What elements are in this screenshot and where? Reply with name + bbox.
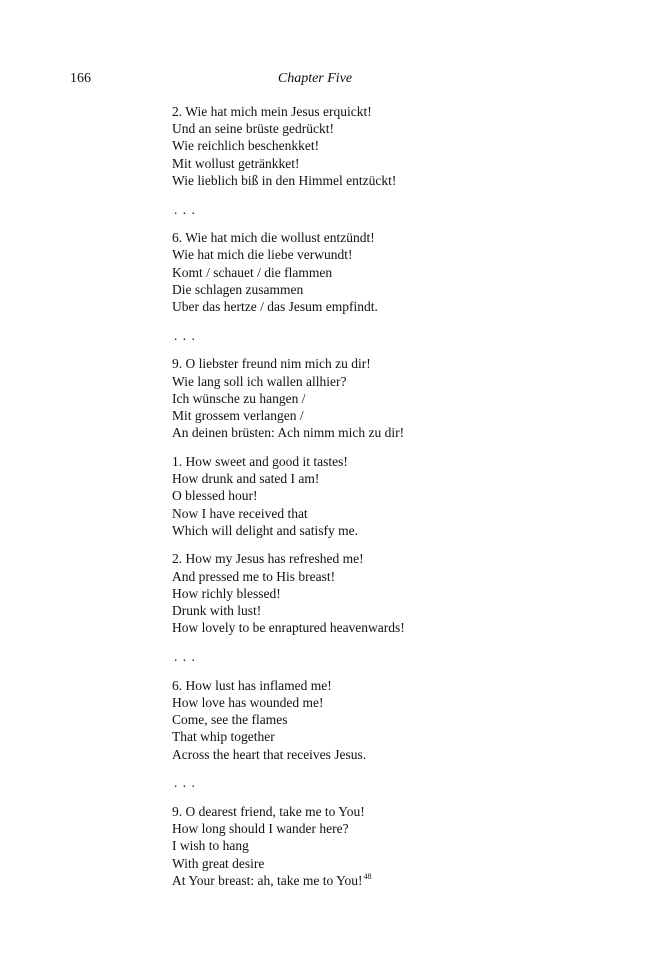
english-stanza-9 (172, 803, 612, 889)
english-stanza-2 (172, 550, 612, 636)
poem-line: Drunk with lust! (172, 603, 262, 619)
poem-line: 9. O liebster freund nim mich zu dir! (172, 356, 371, 372)
english-stanza-6 (172, 677, 612, 763)
poem-line: O blessed hour! (172, 488, 258, 504)
poem-line-text: At Your breast: ah, take me to You! (172, 872, 363, 888)
poem-line: 1. How sweet and good it tastes! (172, 453, 348, 469)
poem-line: That whip together (172, 729, 275, 745)
poem-line: Mit wollust getränkket! (172, 155, 300, 171)
poem-line: 9. O dearest friend, take me to You! (172, 803, 365, 819)
stanza-ellipsis: . . . (174, 327, 196, 343)
poem-line: Wie lang soll ich wallen allhier? (172, 373, 347, 389)
stanza-ellipsis: . . . (174, 201, 196, 217)
poem-line: Wie reichlich beschenkket! (172, 138, 320, 154)
poem-line: 2. Wie hat mich mein Jesus erquickt! (172, 104, 372, 119)
german-stanza-9 (172, 355, 612, 441)
poem-line: And pressed me to His breast! (172, 568, 336, 584)
poem-line: An deinen brüsten: Ach nimm mich zu dir! (172, 425, 405, 441)
poem-line: How love has wounded me! (172, 694, 324, 710)
poem-line: How long should I wander here? (172, 821, 349, 837)
footnote-marker[interactable]: 48 (363, 872, 372, 882)
poem-line: 2. How my Jesus has refreshed me! (172, 551, 364, 567)
german-stanza-2 (172, 103, 612, 189)
poem-line: Mit grossem verlangen / (172, 408, 304, 424)
stanza-ellipsis: . . . (174, 648, 196, 664)
poem-body (172, 103, 612, 900)
poem-line: 6. Wie hat mich die wollust entzündt! (172, 230, 375, 246)
poem-line: Komt / schauet / die flammen (172, 264, 333, 280)
poem-line: Now I have received that (172, 505, 308, 521)
poem-last-line (172, 872, 612, 889)
running-head: Chapter Five (277, 71, 353, 86)
poem-line: How lovely to be enraptured heavenwards! (172, 620, 405, 636)
poem-line: Come, see the flames (172, 712, 288, 728)
page-number: 166 (70, 71, 91, 86)
poem-line: Wie hat mich die liebe verwundt! (172, 247, 353, 263)
poem-line: Which will delight and satisfy me. (172, 522, 358, 538)
poem-line: How drunk and sated I am! (172, 471, 320, 487)
poem-line: Ich wünsche zu hangen / (172, 390, 306, 406)
english-stanza-1 (172, 453, 612, 539)
poem-line: Across the heart that receives Jesus. (172, 746, 367, 762)
stanza-ellipsis: . . . (174, 775, 196, 791)
german-stanza-6 (172, 229, 612, 315)
poem-line: 6. How lust has inflamed me! (172, 677, 332, 693)
poem-line: Und an seine brüste gedrückt! (172, 121, 334, 137)
poem-line: With great desire (172, 855, 265, 871)
poem-line: I wish to hang (172, 838, 249, 854)
poem-line: Wie lieblich biß in den Himmel entzückt! (172, 172, 397, 188)
poem-line: Die schlagen zusammen (172, 281, 304, 297)
poem-line: Uber das hertze / das Jesum empfindt. (172, 299, 378, 315)
poem-line: How richly blessed! (172, 585, 281, 601)
